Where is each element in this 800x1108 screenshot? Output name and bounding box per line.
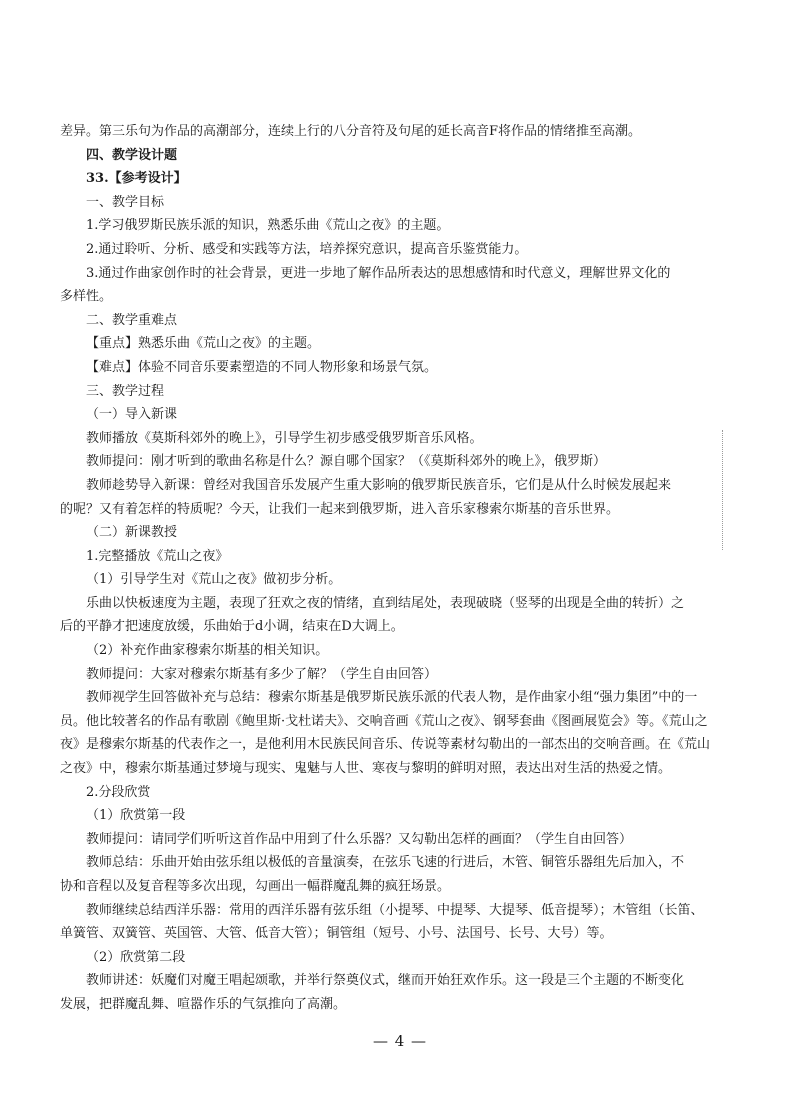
text-line: 后的平静才把速度放缓，乐曲始于d小调，结束在D大调上。	[60, 619, 404, 635]
text-line: 四、教学设计题	[86, 147, 178, 163]
text-line: 2.分段欣赏	[86, 784, 151, 800]
text-line: 1.完整播放《荒山之夜》	[86, 548, 229, 564]
text-line: 教师总结：乐曲开始由弦乐组以极低的音量演奏，在弦乐飞速的行进后，木管、铜管乐器组先后加入，不	[86, 855, 685, 871]
text-line: 3.通过作曲家创作时的社会背景，更进一步地了解作品所表达的思想感情和时代意义，理解世界文化的	[86, 265, 671, 281]
text-line: 【重点】熟悉乐曲《荒山之夜》的主题。	[86, 336, 321, 352]
text-line: 之夜》中，穆索尔斯基通过梦境与现实、鬼魅与人世、寒夜与黎明的鲜明对照，表达出对生活的热爱之情。	[60, 761, 672, 777]
text-line: 多样性。	[60, 289, 113, 305]
text-line: 员。他比较著名的作品有歌剧《鲍里斯·戈杜诺夫》、交响音画《荒山之夜》、钢琴套曲《图画展览会》等。《荒山之	[60, 713, 708, 729]
text-line: 33.【参考设计】	[86, 171, 187, 187]
text-line: 差异。第三乐句为作品的高潮部分，连续上行的八分音符及句尾的延长高音F将作品的情绪推至高潮。	[60, 124, 642, 139]
text-line: 教师提问：请同学们听听这首作品中用到了什么乐器？又勾勒出怎样的画面？（学生自由回答）	[86, 831, 633, 847]
text-line: 的呢？又有着怎样的特质呢？今天，让我们一起来到俄罗斯，进入音乐家穆索尔斯基的音乐世界。	[60, 501, 620, 517]
text-line: 一、教学目标	[86, 194, 165, 210]
text-line: 夜》是穆索尔斯基的代表作之一，是他利用木民族民间音乐、传说等素材勾勒出的一部杰出的交响音画。在《荒山	[60, 737, 711, 753]
text-line: 单簧管、双簧管、英国管、大管、低音大管）；铜管组（短号、小号、法国号、长号、大号）等。	[60, 926, 613, 942]
text-line: 教师播放《莫斯科郊外的晚上》，引导学生初步感受俄罗斯音乐风格。	[86, 430, 483, 446]
text-line: 教师提问：大家对穆索尔斯基有多少了解？（学生自由回答）	[86, 666, 438, 682]
text-line: 1.学习俄罗斯民族乐派的知识，熟悉乐曲《荒山之夜》的主题。	[86, 218, 450, 234]
text-line: （2）欣赏第二段	[86, 949, 186, 965]
page-number: — 4 —	[372, 1032, 428, 1050]
text-line: 二、教学重难点	[86, 312, 178, 328]
text-line: 教师继续总结西洋乐器：常用的西洋乐器有弦乐组（小提琴、中提琴、大提琴、低音提琴）；木管组（长笛、	[86, 902, 704, 918]
text-line: 2.通过聆听、分析、感受和实践等方法，培养探究意识，提高音乐鉴赏能力。	[86, 241, 528, 257]
text-line: 教师提问：刚才听到的歌曲名称是什么？源自哪个国家？（《莫斯科郊外的晚上》，俄罗斯）	[86, 454, 607, 470]
text-line: （一）导入新课	[86, 407, 178, 423]
margin-binding-mark	[722, 430, 725, 550]
text-line: （1）欣赏第一段	[86, 808, 186, 824]
text-line: 乐曲以快板速度为主题，表现了狂欢之夜的情绪，直到结尾处，表现破晓（竖琴的出现是全曲的转折）之	[86, 595, 685, 611]
text-line: 教师趁势导入新课：曾经对我国音乐发展产生重大影响的俄罗斯民族音乐，它们是从什么时候发展起来	[86, 477, 672, 493]
text-line: 三、教学过程	[86, 383, 165, 399]
text-line: 教师视学生回答做补充与总结：穆索尔斯基是俄罗斯民族乐派的代表人物，是作曲家小组“强力集团”中的一	[86, 690, 698, 706]
text-line: （1）引导学生对《荒山之夜》做初步分析。	[86, 572, 342, 588]
text-line: 【难点】体验不同音乐要素塑造的不同人物形象和场景气氛。	[86, 359, 438, 375]
text-line: 协和音程以及复音程等多次出现，勾画出一幅群魔乱舞的疯狂场景。	[60, 879, 451, 894]
text-line: 发展，把群魔乱舞、喧嚣作乐的气氛推向了高潮。	[60, 996, 347, 1012]
text-line: （2）补充作曲家穆索尔斯基的相关知识。	[86, 643, 329, 659]
text-line: 教师讲述：妖魔们对魔王唱起颂歌，并举行祭奠仪式，继而开始狂欢作乐。这一段是三个主题的不断变化	[86, 973, 685, 989]
document-body	[60, 120, 710, 1017]
text-line: （二）新课教授	[86, 525, 178, 541]
